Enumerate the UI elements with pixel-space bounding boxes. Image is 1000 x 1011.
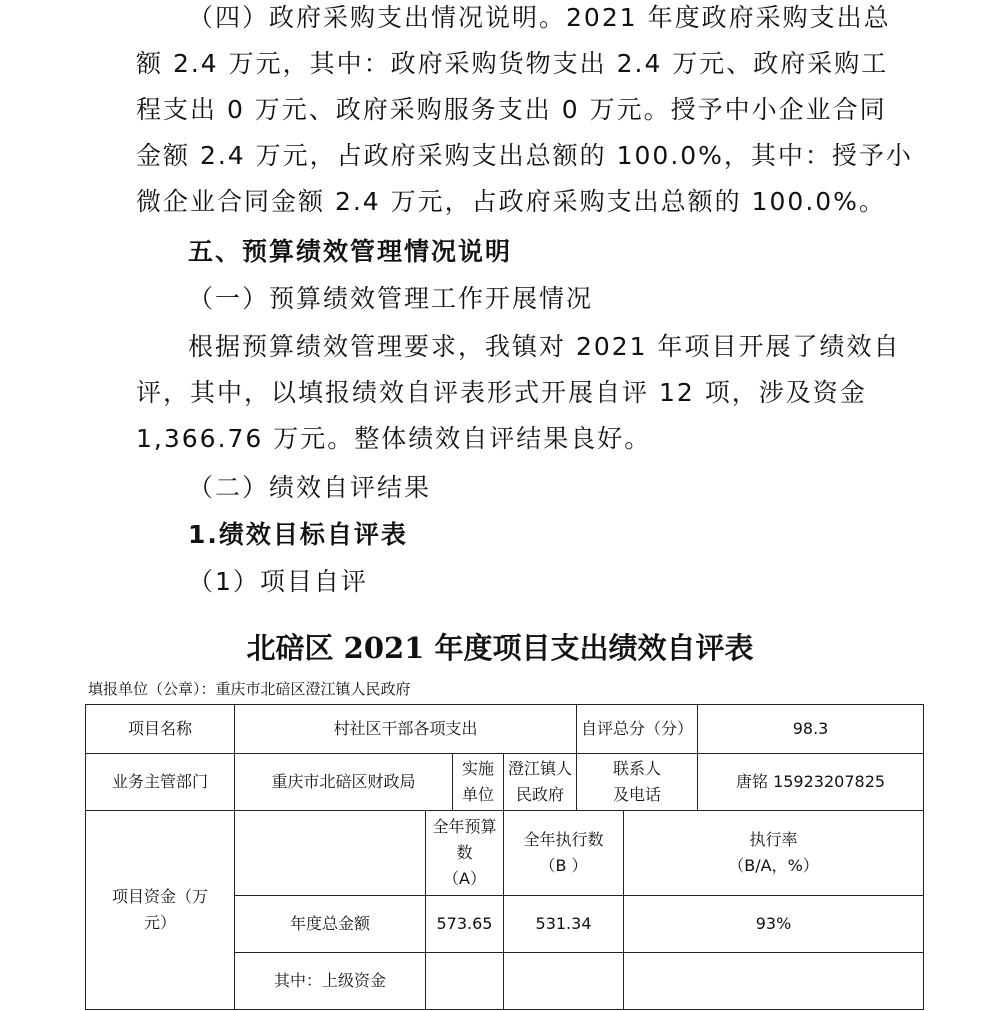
table-row <box>86 705 924 754</box>
total-score-label: 自评总分（分） <box>577 705 698 754</box>
header-line: 执行率 <box>749 830 798 849</box>
impl-unit-value <box>504 754 577 811</box>
empty-cell <box>624 953 924 1010</box>
label-line: 及电话 <box>613 785 662 804</box>
paragraph-performance-management <box>136 324 901 462</box>
label-line: 单位 <box>461 785 494 804</box>
item-subheading-1: （1）项目自评 <box>188 567 368 596</box>
text-line: （四）政府采购支出情况说明。2021 年度政府采购支出总 <box>188 3 891 32</box>
subsection-heading-1: （一）预算绩效管理工作开展情况 <box>188 284 594 313</box>
budget-header <box>426 811 504 896</box>
text-line: 程支出 0 万元、政府采购服务支出 0 万元。授予中小企业合同 <box>136 95 887 124</box>
text-line: 金额 2.4 万元，占政府采购支出总额的 100.0%，其中：授予小 <box>136 141 913 170</box>
header-line: （B/A，%） <box>728 856 819 875</box>
annual-rate-value: 93% <box>624 896 924 953</box>
text-line: 1,366.76 万元。整体绩效自评结果良好。 <box>136 424 652 453</box>
text-line: 额 2.4 万元，其中：政府采购货物支出 2.4 万元、政府采购工 <box>136 49 889 78</box>
header-line: （B ） <box>539 856 588 875</box>
header-line: （A） <box>443 869 486 888</box>
text-line: 微企业合同金额 2.4 万元，占政府采购支出总额的 100.0%。 <box>136 187 886 216</box>
project-name-label: 项目名称 <box>86 705 235 754</box>
label-line: 元） <box>143 913 176 932</box>
annual-total-label: 年度总金额 <box>235 896 426 953</box>
project-name-value: 村社区干部各项支出 <box>235 705 577 754</box>
annual-budget-value: 573.65 <box>426 896 504 953</box>
superior-funds-label: 其中：上级资金 <box>235 953 426 1010</box>
table-title: 北碚区 2021 年度项目支出绩效自评表 <box>246 631 754 665</box>
empty-cell <box>235 811 426 896</box>
item-heading-1: 1.绩效目标自评表 <box>188 520 408 549</box>
section-heading-5: 五、预算绩效管理情况说明 <box>188 237 513 266</box>
text-line: 评，其中，以填报绩效自评表形式开展自评 12 项，涉及资金 <box>136 378 867 407</box>
header-line: 全年预算数 <box>432 817 497 862</box>
rate-header <box>624 811 924 896</box>
table-row <box>86 754 924 811</box>
fill-unit-line: 填报单位（公章）：重庆市北碚区澄江镇人民政府 <box>88 680 411 698</box>
exec-header <box>504 811 624 896</box>
contact-label <box>577 754 698 811</box>
label-line: 项目资金（万 <box>111 887 208 906</box>
subsection-heading-2: （二）绩效自评结果 <box>188 473 432 502</box>
contact-value: 唐铭 15923207825 <box>698 754 924 811</box>
empty-cell <box>426 953 504 1010</box>
label-line: 联系人 <box>613 759 662 778</box>
evaluation-table <box>85 704 924 1010</box>
text-line: 根据预算绩效管理要求，我镇对 2021 年项目开展了绩效自 <box>188 332 901 361</box>
header-line: 全年执行数 <box>523 830 604 849</box>
dept-value: 重庆市北碚区财政局 <box>235 754 453 811</box>
paragraph-gov-procurement <box>136 0 913 225</box>
funds-label <box>86 811 235 1010</box>
value-line: 澄江镇人 <box>508 759 573 778</box>
total-score-value: 98.3 <box>698 705 924 754</box>
dept-label: 业务主管部门 <box>86 754 235 811</box>
value-line: 民政府 <box>516 785 565 804</box>
annual-exec-value: 531.34 <box>504 896 624 953</box>
impl-unit-label <box>453 754 504 811</box>
label-line: 实施 <box>461 759 494 778</box>
empty-cell <box>504 953 624 1010</box>
table-row <box>86 811 924 896</box>
